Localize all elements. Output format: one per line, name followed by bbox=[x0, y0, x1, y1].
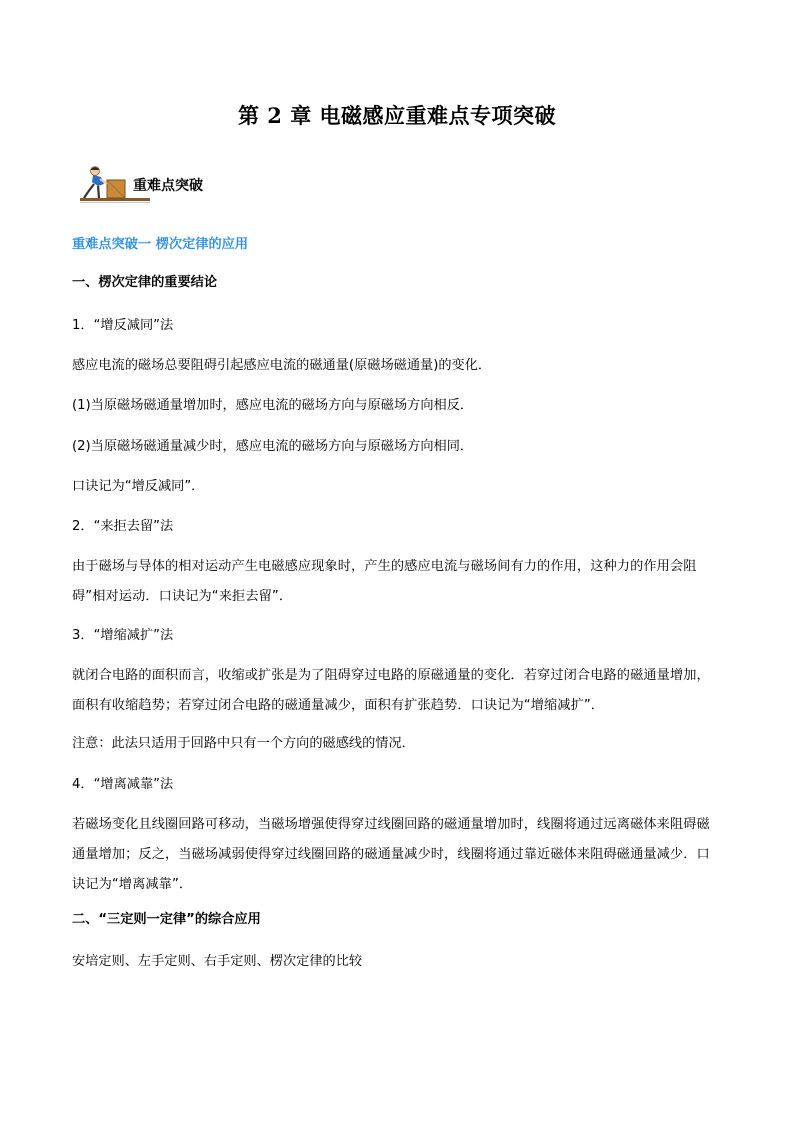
item4-heading: 4．“增离减靠”法 bbox=[72, 777, 174, 792]
section-badge bbox=[80, 162, 230, 206]
page-title: 第 2 章 电磁感应重难点专项突破 bbox=[237, 103, 557, 128]
item2-heading: 2．“来拒去留”法 bbox=[72, 519, 174, 534]
item1-line: (1)当原磁场磁通量增加时，感应电流的磁场方向与原磁场方向相反． bbox=[72, 398, 474, 413]
item1-line: (2)当原磁场磁通量减少时，感应电流的磁场方向与原磁场方向相同． bbox=[72, 439, 474, 454]
item1-line: 感应电流的磁场总要阻碍引起感应电流的磁通量(原磁场磁通量)的变化． bbox=[72, 358, 492, 373]
item3-note: 注意：此法只适用于回路中只有一个方向的磁感线的情况． bbox=[72, 736, 415, 751]
badge-label: 重难点突破 bbox=[133, 178, 203, 194]
item1-heading: 1．“增反减同”法 bbox=[72, 318, 174, 333]
part2-line: 安培定则、左手定则、右手定则、楞次定律的比较 bbox=[72, 954, 363, 969]
item3-heading: 3．“增缩减扩”法 bbox=[72, 628, 174, 643]
item2-paragraph: 由于磁场与导体的相对运动产生电磁感应现象时，产生的感应电流与磁场间有力的作用，这种力的作用会阻碍”相对运动．口诀记为“来拒去留”． bbox=[72, 559, 697, 604]
part2-heading: 二、“三定则一定律”的综合应用 bbox=[72, 912, 261, 927]
item4-paragraph: 若磁场变化且线圈回路可移动，当磁场增强使得穿过线圈回路的磁通量增加时，线圈将通过远离磁体来阻碍磁通量增加；反之，当磁场减弱使得穿过线圈回路的磁通量减少时，线圈将通过靠近磁体来阻碍磁通量减少．口诀记为“增离减靠”． bbox=[72, 817, 710, 892]
item3-paragraph: 就闭合电路的面积而言，收缩或扩张是为了阻碍穿过电路的原磁通量的变化．若穿过闭合电路的磁通量增加，面积有收缩趋势；若穿过闭合电路的磁通量减少，面积有扩张趋势．口诀记为“增缩减扩”． bbox=[72, 668, 710, 713]
item1-line: 口诀记为“增反减同”． bbox=[72, 479, 205, 494]
part1-heading: 一、楞次定律的重要结论 bbox=[72, 275, 218, 290]
section-heading: 重难点突破一 楞次定律的应用 bbox=[72, 237, 249, 252]
